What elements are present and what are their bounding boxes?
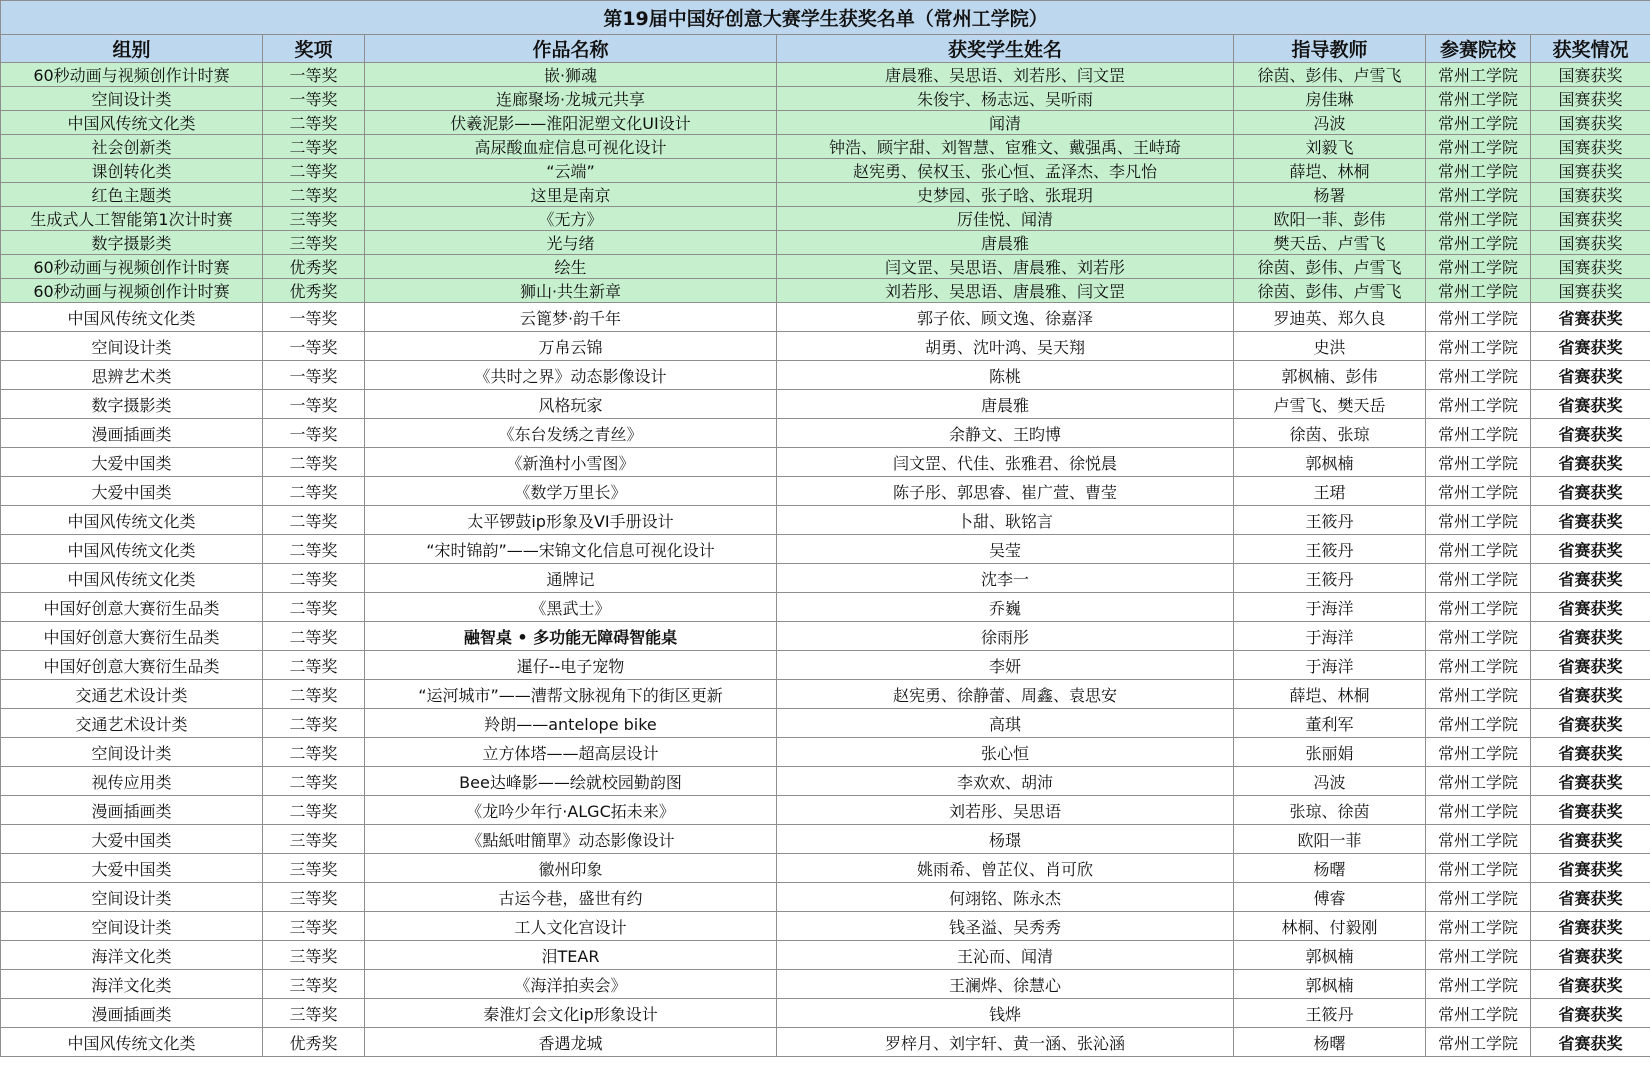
cell-students: 陈桃 xyxy=(777,361,1234,390)
table-row xyxy=(1,709,1650,738)
cell-group: 中国风传统文化类 xyxy=(1,111,263,135)
cell-advisor: 王筱丹 xyxy=(1234,999,1426,1028)
cell-result: 省赛获奖 xyxy=(1531,622,1650,651)
cell-school: 常州工学院 xyxy=(1426,419,1531,448)
cell-group: 中国风传统文化类 xyxy=(1,506,263,535)
cell-advisor: 于海洋 xyxy=(1234,593,1426,622)
cell-students: 唐晨雅 xyxy=(777,231,1234,255)
table-row xyxy=(1,183,1650,207)
cell-work: 融智桌 • 多功能无障碍智能桌 xyxy=(365,622,777,651)
cell-advisor: 卢雪飞、樊天岳 xyxy=(1234,390,1426,419)
cell-group: 课创转化类 xyxy=(1,159,263,183)
cell-award: 二等奖 xyxy=(263,767,365,796)
table-row xyxy=(1,622,1650,651)
cell-advisor: 刘毅飞 xyxy=(1234,135,1426,159)
cell-result: 省赛获奖 xyxy=(1531,680,1650,709)
cell-school: 常州工学院 xyxy=(1426,332,1531,361)
cell-school: 常州工学院 xyxy=(1426,183,1531,207)
cell-students: 高琪 xyxy=(777,709,1234,738)
table-row xyxy=(1,912,1650,941)
table-row xyxy=(1,680,1650,709)
cell-school: 常州工学院 xyxy=(1426,361,1531,390)
cell-advisor: 于海洋 xyxy=(1234,622,1426,651)
cell-award: 三等奖 xyxy=(263,854,365,883)
cell-school: 常州工学院 xyxy=(1426,390,1531,419)
cell-students: 李妍 xyxy=(777,651,1234,680)
cell-work: 万帛云锦 xyxy=(365,332,777,361)
cell-advisor: 王筱丹 xyxy=(1234,506,1426,535)
cell-students: 郭子依、顾文逸、徐嘉泽 xyxy=(777,303,1234,332)
cell-result: 国赛获奖 xyxy=(1531,255,1650,279)
cell-work: 《黑武士》 xyxy=(365,593,777,622)
cell-group: 空间设计类 xyxy=(1,912,263,941)
cell-school: 常州工学院 xyxy=(1426,941,1531,970)
cell-work: 立方体塔——超高层设计 xyxy=(365,738,777,767)
cell-result: 省赛获奖 xyxy=(1531,506,1650,535)
cell-result: 省赛获奖 xyxy=(1531,448,1650,477)
table-row xyxy=(1,738,1650,767)
column-header-result: 获奖情况 xyxy=(1531,35,1650,63)
cell-result: 国赛获奖 xyxy=(1531,111,1650,135)
cell-award: 三等奖 xyxy=(263,825,365,854)
cell-result: 省赛获奖 xyxy=(1531,593,1650,622)
cell-advisor: 郭枫楠 xyxy=(1234,448,1426,477)
cell-advisor: 傅睿 xyxy=(1234,883,1426,912)
cell-students: 罗梓月、刘宇轩、黄一涵、张沁涵 xyxy=(777,1028,1234,1057)
table-body xyxy=(1,63,1650,1057)
cell-result: 省赛获奖 xyxy=(1531,361,1650,390)
cell-group: 漫画插画类 xyxy=(1,419,263,448)
cell-students: 刘若彤、吴思语、唐晨雅、闫文罡 xyxy=(777,279,1234,303)
cell-advisor: 欧阳一菲 xyxy=(1234,825,1426,854)
cell-students: 厉佳悦、闻清 xyxy=(777,207,1234,231)
cell-award: 二等奖 xyxy=(263,564,365,593)
cell-group: 60秒动画与视频创作计时赛 xyxy=(1,63,263,87)
table-row xyxy=(1,419,1650,448)
table-row xyxy=(1,135,1650,159)
table-row xyxy=(1,111,1650,135)
column-header-group: 组别 xyxy=(1,35,263,63)
cell-group: 60秒动画与视频创作计时赛 xyxy=(1,255,263,279)
cell-award: 优秀奖 xyxy=(263,1028,365,1057)
cell-students: 余静文、王昀博 xyxy=(777,419,1234,448)
cell-advisor: 史洪 xyxy=(1234,332,1426,361)
cell-result: 省赛获奖 xyxy=(1531,825,1650,854)
table-row xyxy=(1,883,1650,912)
cell-advisor: 薛垲、林桐 xyxy=(1234,159,1426,183)
cell-result: 省赛获奖 xyxy=(1531,999,1650,1028)
cell-school: 常州工学院 xyxy=(1426,593,1531,622)
cell-advisor: 杨曙 xyxy=(1234,1028,1426,1057)
table-row xyxy=(1,448,1650,477)
cell-school: 常州工学院 xyxy=(1426,622,1531,651)
cell-group: 交通艺术设计类 xyxy=(1,709,263,738)
cell-group: 生成式人工智能第1次计时赛 xyxy=(1,207,263,231)
cell-group: 思辨艺术类 xyxy=(1,361,263,390)
table-row xyxy=(1,651,1650,680)
table-row xyxy=(1,854,1650,883)
cell-group: 数字摄影类 xyxy=(1,390,263,419)
cell-advisor: 樊天岳、卢雪飞 xyxy=(1234,231,1426,255)
table-row xyxy=(1,332,1650,361)
cell-school: 常州工学院 xyxy=(1426,63,1531,87)
cell-award: 优秀奖 xyxy=(263,279,365,303)
cell-school: 常州工学院 xyxy=(1426,883,1531,912)
cell-award: 二等奖 xyxy=(263,477,365,506)
table-row xyxy=(1,796,1650,825)
cell-work: 高尿酸血症信息可视化设计 xyxy=(365,135,777,159)
cell-advisor: 王筱丹 xyxy=(1234,564,1426,593)
cell-award: 二等奖 xyxy=(263,709,365,738)
cell-students: 姚雨希、曾芷仪、肖可欣 xyxy=(777,854,1234,883)
cell-advisor: 于海洋 xyxy=(1234,651,1426,680)
cell-work: 狮山·共生新章 xyxy=(365,279,777,303)
cell-award: 二等奖 xyxy=(263,622,365,651)
cell-school: 常州工学院 xyxy=(1426,477,1531,506)
column-header-award: 奖项 xyxy=(263,35,365,63)
cell-award: 二等奖 xyxy=(263,796,365,825)
cell-award: 二等奖 xyxy=(263,738,365,767)
cell-group: 中国好创意大赛衍生品类 xyxy=(1,593,263,622)
cell-group: 空间设计类 xyxy=(1,883,263,912)
cell-group: 漫画插画类 xyxy=(1,999,263,1028)
cell-work: 泪TEAR xyxy=(365,941,777,970)
cell-students: 赵宪勇、侯权玉、张心恒、孟泽杰、李凡怡 xyxy=(777,159,1234,183)
column-header-work: 作品名称 xyxy=(365,35,777,63)
cell-school: 常州工学院 xyxy=(1426,825,1531,854)
table-row xyxy=(1,593,1650,622)
cell-work: 嵌·狮魂 xyxy=(365,63,777,87)
cell-work: 风格玩家 xyxy=(365,390,777,419)
cell-students: 卜甜、耿铭言 xyxy=(777,506,1234,535)
cell-result: 省赛获奖 xyxy=(1531,419,1650,448)
cell-work: 工人文化宫设计 xyxy=(365,912,777,941)
cell-students: 唐晨雅、吴思语、刘若彤、闫文罡 xyxy=(777,63,1234,87)
cell-work: 《新渔村小雪图》 xyxy=(365,448,777,477)
cell-students: 吴莹 xyxy=(777,535,1234,564)
cell-group: 大爱中国类 xyxy=(1,825,263,854)
cell-advisor: 徐茵、彭伟、卢雪飞 xyxy=(1234,279,1426,303)
cell-group: 60秒动画与视频创作计时赛 xyxy=(1,279,263,303)
cell-group: 中国好创意大赛衍生品类 xyxy=(1,651,263,680)
cell-school: 常州工学院 xyxy=(1426,767,1531,796)
cell-work: “运河城市”——漕帮文脉视角下的街区更新 xyxy=(365,680,777,709)
cell-result: 省赛获奖 xyxy=(1531,854,1650,883)
cell-award: 一等奖 xyxy=(263,332,365,361)
cell-school: 常州工学院 xyxy=(1426,111,1531,135)
cell-work: 徽州印象 xyxy=(365,854,777,883)
cell-advisor: 张琼、徐茵 xyxy=(1234,796,1426,825)
cell-group: 数字摄影类 xyxy=(1,231,263,255)
cell-students: 沈李一 xyxy=(777,564,1234,593)
cell-group: 红色主题类 xyxy=(1,183,263,207)
cell-students: 闫文罡、吴思语、唐晨雅、刘若彤 xyxy=(777,255,1234,279)
title-row xyxy=(1,1,1650,35)
cell-students: 朱俊宇、杨志远、吴听雨 xyxy=(777,87,1234,111)
cell-award: 二等奖 xyxy=(263,111,365,135)
cell-group: 海洋文化类 xyxy=(1,970,263,999)
cell-result: 国赛获奖 xyxy=(1531,231,1650,255)
table-row xyxy=(1,231,1650,255)
cell-award: 二等奖 xyxy=(263,159,365,183)
cell-group: 漫画插画类 xyxy=(1,796,263,825)
cell-award: 二等奖 xyxy=(263,448,365,477)
cell-work: 秦淮灯会文化ip形象设计 xyxy=(365,999,777,1028)
cell-advisor: 冯波 xyxy=(1234,767,1426,796)
table-row xyxy=(1,564,1650,593)
cell-advisor: 郭枫楠 xyxy=(1234,970,1426,999)
cell-school: 常州工学院 xyxy=(1426,738,1531,767)
column-header-school: 参赛院校 xyxy=(1426,35,1531,63)
cell-work: 《點紙咁簡單》动态影像设计 xyxy=(365,825,777,854)
cell-group: 中国风传统文化类 xyxy=(1,564,263,593)
table-row xyxy=(1,477,1650,506)
cell-school: 常州工学院 xyxy=(1426,135,1531,159)
cell-award: 一等奖 xyxy=(263,419,365,448)
cell-work: 这里是南京 xyxy=(365,183,777,207)
cell-students: 钱烨 xyxy=(777,999,1234,1028)
cell-school: 常州工学院 xyxy=(1426,651,1531,680)
cell-school: 常州工学院 xyxy=(1426,279,1531,303)
cell-result: 国赛获奖 xyxy=(1531,63,1650,87)
table-row xyxy=(1,279,1650,303)
cell-work: “宋时锦韵”——宋锦文化信息可视化设计 xyxy=(365,535,777,564)
header-row xyxy=(1,35,1650,63)
cell-students: 王沁而、闻清 xyxy=(777,941,1234,970)
cell-result: 国赛获奖 xyxy=(1531,135,1650,159)
table-row xyxy=(1,159,1650,183)
cell-students: 王澜烨、徐慧心 xyxy=(777,970,1234,999)
table-title: 第19届中国好创意大赛学生获奖名单（常州工学院） xyxy=(1,1,1650,35)
table-row xyxy=(1,825,1650,854)
cell-students: 张心恒 xyxy=(777,738,1234,767)
cell-advisor: 王筱丹 xyxy=(1234,535,1426,564)
cell-group: 中国风传统文化类 xyxy=(1,303,263,332)
cell-award: 二等奖 xyxy=(263,135,365,159)
cell-work: 香遇龙城 xyxy=(365,1028,777,1057)
cell-advisor: 杨署 xyxy=(1234,183,1426,207)
cell-award: 一等奖 xyxy=(263,361,365,390)
cell-work: 伏羲泥影——淮阳泥塑文化UI设计 xyxy=(365,111,777,135)
cell-group: 空间设计类 xyxy=(1,738,263,767)
table-row xyxy=(1,63,1650,87)
cell-school: 常州工学院 xyxy=(1426,506,1531,535)
cell-students: 闻清 xyxy=(777,111,1234,135)
cell-school: 常州工学院 xyxy=(1426,87,1531,111)
cell-group: 中国风传统文化类 xyxy=(1,1028,263,1057)
table-row xyxy=(1,506,1650,535)
cell-advisor: 欧阳一菲、彭伟 xyxy=(1234,207,1426,231)
cell-advisor: 罗迪英、郑久良 xyxy=(1234,303,1426,332)
cell-work: 光与绪 xyxy=(365,231,777,255)
cell-award: 三等奖 xyxy=(263,231,365,255)
cell-result: 省赛获奖 xyxy=(1531,941,1650,970)
cell-result: 国赛获奖 xyxy=(1531,87,1650,111)
cell-school: 常州工学院 xyxy=(1426,207,1531,231)
table-row xyxy=(1,941,1650,970)
cell-result: 省赛获奖 xyxy=(1531,796,1650,825)
cell-award: 一等奖 xyxy=(263,87,365,111)
cell-group: 海洋文化类 xyxy=(1,941,263,970)
cell-advisor: 杨曙 xyxy=(1234,854,1426,883)
cell-advisor: 林桐、付毅刚 xyxy=(1234,912,1426,941)
cell-award: 二等奖 xyxy=(263,651,365,680)
cell-group: 社会创新类 xyxy=(1,135,263,159)
cell-group: 空间设计类 xyxy=(1,332,263,361)
cell-group: 中国风传统文化类 xyxy=(1,535,263,564)
cell-advisor: 徐茵、彭伟、卢雪飞 xyxy=(1234,63,1426,87)
cell-students: 赵宪勇、徐静蕾、周鑫、袁思安 xyxy=(777,680,1234,709)
cell-work: 《海洋拍卖会》 xyxy=(365,970,777,999)
cell-school: 常州工学院 xyxy=(1426,999,1531,1028)
cell-result: 省赛获奖 xyxy=(1531,738,1650,767)
cell-students: 史梦园、张子晗、张琨玥 xyxy=(777,183,1234,207)
cell-students: 钱圣溢、吴秀秀 xyxy=(777,912,1234,941)
cell-advisor: 徐茵、张琼 xyxy=(1234,419,1426,448)
table-row xyxy=(1,207,1650,231)
cell-advisor: 郭枫楠 xyxy=(1234,941,1426,970)
cell-students: 钟浩、顾宇甜、刘智慧、宦雅文、戴强禹、王峙琦 xyxy=(777,135,1234,159)
cell-work: 太平锣鼓ip形象及VI手册设计 xyxy=(365,506,777,535)
column-header-advisor: 指导教师 xyxy=(1234,35,1426,63)
cell-work: 连廊聚场·龙城元共享 xyxy=(365,87,777,111)
cell-result: 省赛获奖 xyxy=(1531,390,1650,419)
cell-school: 常州工学院 xyxy=(1426,970,1531,999)
table-row xyxy=(1,767,1650,796)
cell-work: 绘生 xyxy=(365,255,777,279)
cell-result: 省赛获奖 xyxy=(1531,883,1650,912)
table-row xyxy=(1,390,1650,419)
cell-school: 常州工学院 xyxy=(1426,709,1531,738)
cell-students: 闫文罡、代佳、张雅君、徐悦晨 xyxy=(777,448,1234,477)
cell-result: 省赛获奖 xyxy=(1531,564,1650,593)
cell-group: 空间设计类 xyxy=(1,87,263,111)
cell-award: 二等奖 xyxy=(263,183,365,207)
cell-group: 中国好创意大赛衍生品类 xyxy=(1,622,263,651)
cell-work: 《东台发绣之青丝》 xyxy=(365,419,777,448)
cell-advisor: 房佳琳 xyxy=(1234,87,1426,111)
cell-award: 二等奖 xyxy=(263,680,365,709)
cell-award: 三等奖 xyxy=(263,883,365,912)
cell-students: 徐雨彤 xyxy=(777,622,1234,651)
cell-advisor: 郭枫楠、彭伟 xyxy=(1234,361,1426,390)
cell-work: 暹仔--电子宠物 xyxy=(365,651,777,680)
cell-result: 省赛获奖 xyxy=(1531,535,1650,564)
cell-result: 省赛获奖 xyxy=(1531,332,1650,361)
cell-award: 三等奖 xyxy=(263,912,365,941)
cell-school: 常州工学院 xyxy=(1426,448,1531,477)
cell-result: 省赛获奖 xyxy=(1531,1028,1650,1057)
cell-result: 省赛获奖 xyxy=(1531,303,1650,332)
cell-school: 常州工学院 xyxy=(1426,680,1531,709)
cell-result: 省赛获奖 xyxy=(1531,651,1650,680)
cell-group: 大爱中国类 xyxy=(1,448,263,477)
table-row xyxy=(1,970,1650,999)
cell-result: 国赛获奖 xyxy=(1531,183,1650,207)
table-row xyxy=(1,999,1650,1028)
cell-students: 刘若彤、吴思语 xyxy=(777,796,1234,825)
cell-award: 一等奖 xyxy=(263,63,365,87)
cell-result: 国赛获奖 xyxy=(1531,159,1650,183)
cell-advisor: 董利军 xyxy=(1234,709,1426,738)
cell-award: 三等奖 xyxy=(263,970,365,999)
cell-work: 《共时之界》动态影像设计 xyxy=(365,361,777,390)
cell-result: 省赛获奖 xyxy=(1531,477,1650,506)
table-row xyxy=(1,303,1650,332)
cell-work: 通牌记 xyxy=(365,564,777,593)
cell-work: 《无方》 xyxy=(365,207,777,231)
cell-school: 常州工学院 xyxy=(1426,796,1531,825)
cell-result: 省赛获奖 xyxy=(1531,709,1650,738)
cell-award: 三等奖 xyxy=(263,999,365,1028)
table-row xyxy=(1,87,1650,111)
cell-students: 唐晨雅 xyxy=(777,390,1234,419)
table-row xyxy=(1,361,1650,390)
cell-students: 陈子彤、郭思睿、崔广萱、曹莹 xyxy=(777,477,1234,506)
cell-award: 二等奖 xyxy=(263,506,365,535)
cell-students: 乔巍 xyxy=(777,593,1234,622)
cell-result: 国赛获奖 xyxy=(1531,207,1650,231)
cell-school: 常州工学院 xyxy=(1426,255,1531,279)
cell-work: 《龙吟少年行·ALGC拓未来》 xyxy=(365,796,777,825)
cell-school: 常州工学院 xyxy=(1426,1028,1531,1057)
cell-advisor: 薛垲、林桐 xyxy=(1234,680,1426,709)
cell-students: 李欢欢、胡沛 xyxy=(777,767,1234,796)
cell-work: Bee达峰影——绘就校园勤韵图 xyxy=(365,767,777,796)
cell-school: 常州工学院 xyxy=(1426,159,1531,183)
cell-students: 杨璟 xyxy=(777,825,1234,854)
cell-work: 古运今巷，盛世有约 xyxy=(365,883,777,912)
cell-students: 何翊铭、陈永杰 xyxy=(777,883,1234,912)
cell-school: 常州工学院 xyxy=(1426,912,1531,941)
cell-school: 常州工学院 xyxy=(1426,535,1531,564)
cell-award: 优秀奖 xyxy=(263,255,365,279)
cell-result: 省赛获奖 xyxy=(1531,912,1650,941)
cell-result: 省赛获奖 xyxy=(1531,767,1650,796)
cell-award: 一等奖 xyxy=(263,303,365,332)
cell-result: 省赛获奖 xyxy=(1531,970,1650,999)
cell-advisor: 张丽娟 xyxy=(1234,738,1426,767)
cell-advisor: 王珺 xyxy=(1234,477,1426,506)
cell-students: 胡勇、沈叶鸿、吴天翔 xyxy=(777,332,1234,361)
cell-school: 常州工学院 xyxy=(1426,303,1531,332)
cell-work: “云端” xyxy=(365,159,777,183)
cell-award: 三等奖 xyxy=(263,207,365,231)
cell-award: 三等奖 xyxy=(263,941,365,970)
cell-school: 常州工学院 xyxy=(1426,854,1531,883)
cell-school: 常州工学院 xyxy=(1426,231,1531,255)
table-row xyxy=(1,535,1650,564)
cell-award: 一等奖 xyxy=(263,390,365,419)
cell-award: 二等奖 xyxy=(263,535,365,564)
cell-group: 交通艺术设计类 xyxy=(1,680,263,709)
cell-work: 《数学万里长》 xyxy=(365,477,777,506)
cell-work: 云篦梦·韵千年 xyxy=(365,303,777,332)
table-row xyxy=(1,255,1650,279)
cell-group: 大爱中国类 xyxy=(1,477,263,506)
cell-advisor: 冯波 xyxy=(1234,111,1426,135)
cell-school: 常州工学院 xyxy=(1426,564,1531,593)
cell-result: 国赛获奖 xyxy=(1531,279,1650,303)
cell-group: 视传应用类 xyxy=(1,767,263,796)
column-header-students: 获奖学生姓名 xyxy=(777,35,1234,63)
cell-award: 二等奖 xyxy=(263,593,365,622)
cell-group: 大爱中国类 xyxy=(1,854,263,883)
cell-advisor: 徐茵、彭伟、卢雪飞 xyxy=(1234,255,1426,279)
cell-work: 羚朗——antelope bike xyxy=(365,709,777,738)
table-row xyxy=(1,1028,1650,1057)
